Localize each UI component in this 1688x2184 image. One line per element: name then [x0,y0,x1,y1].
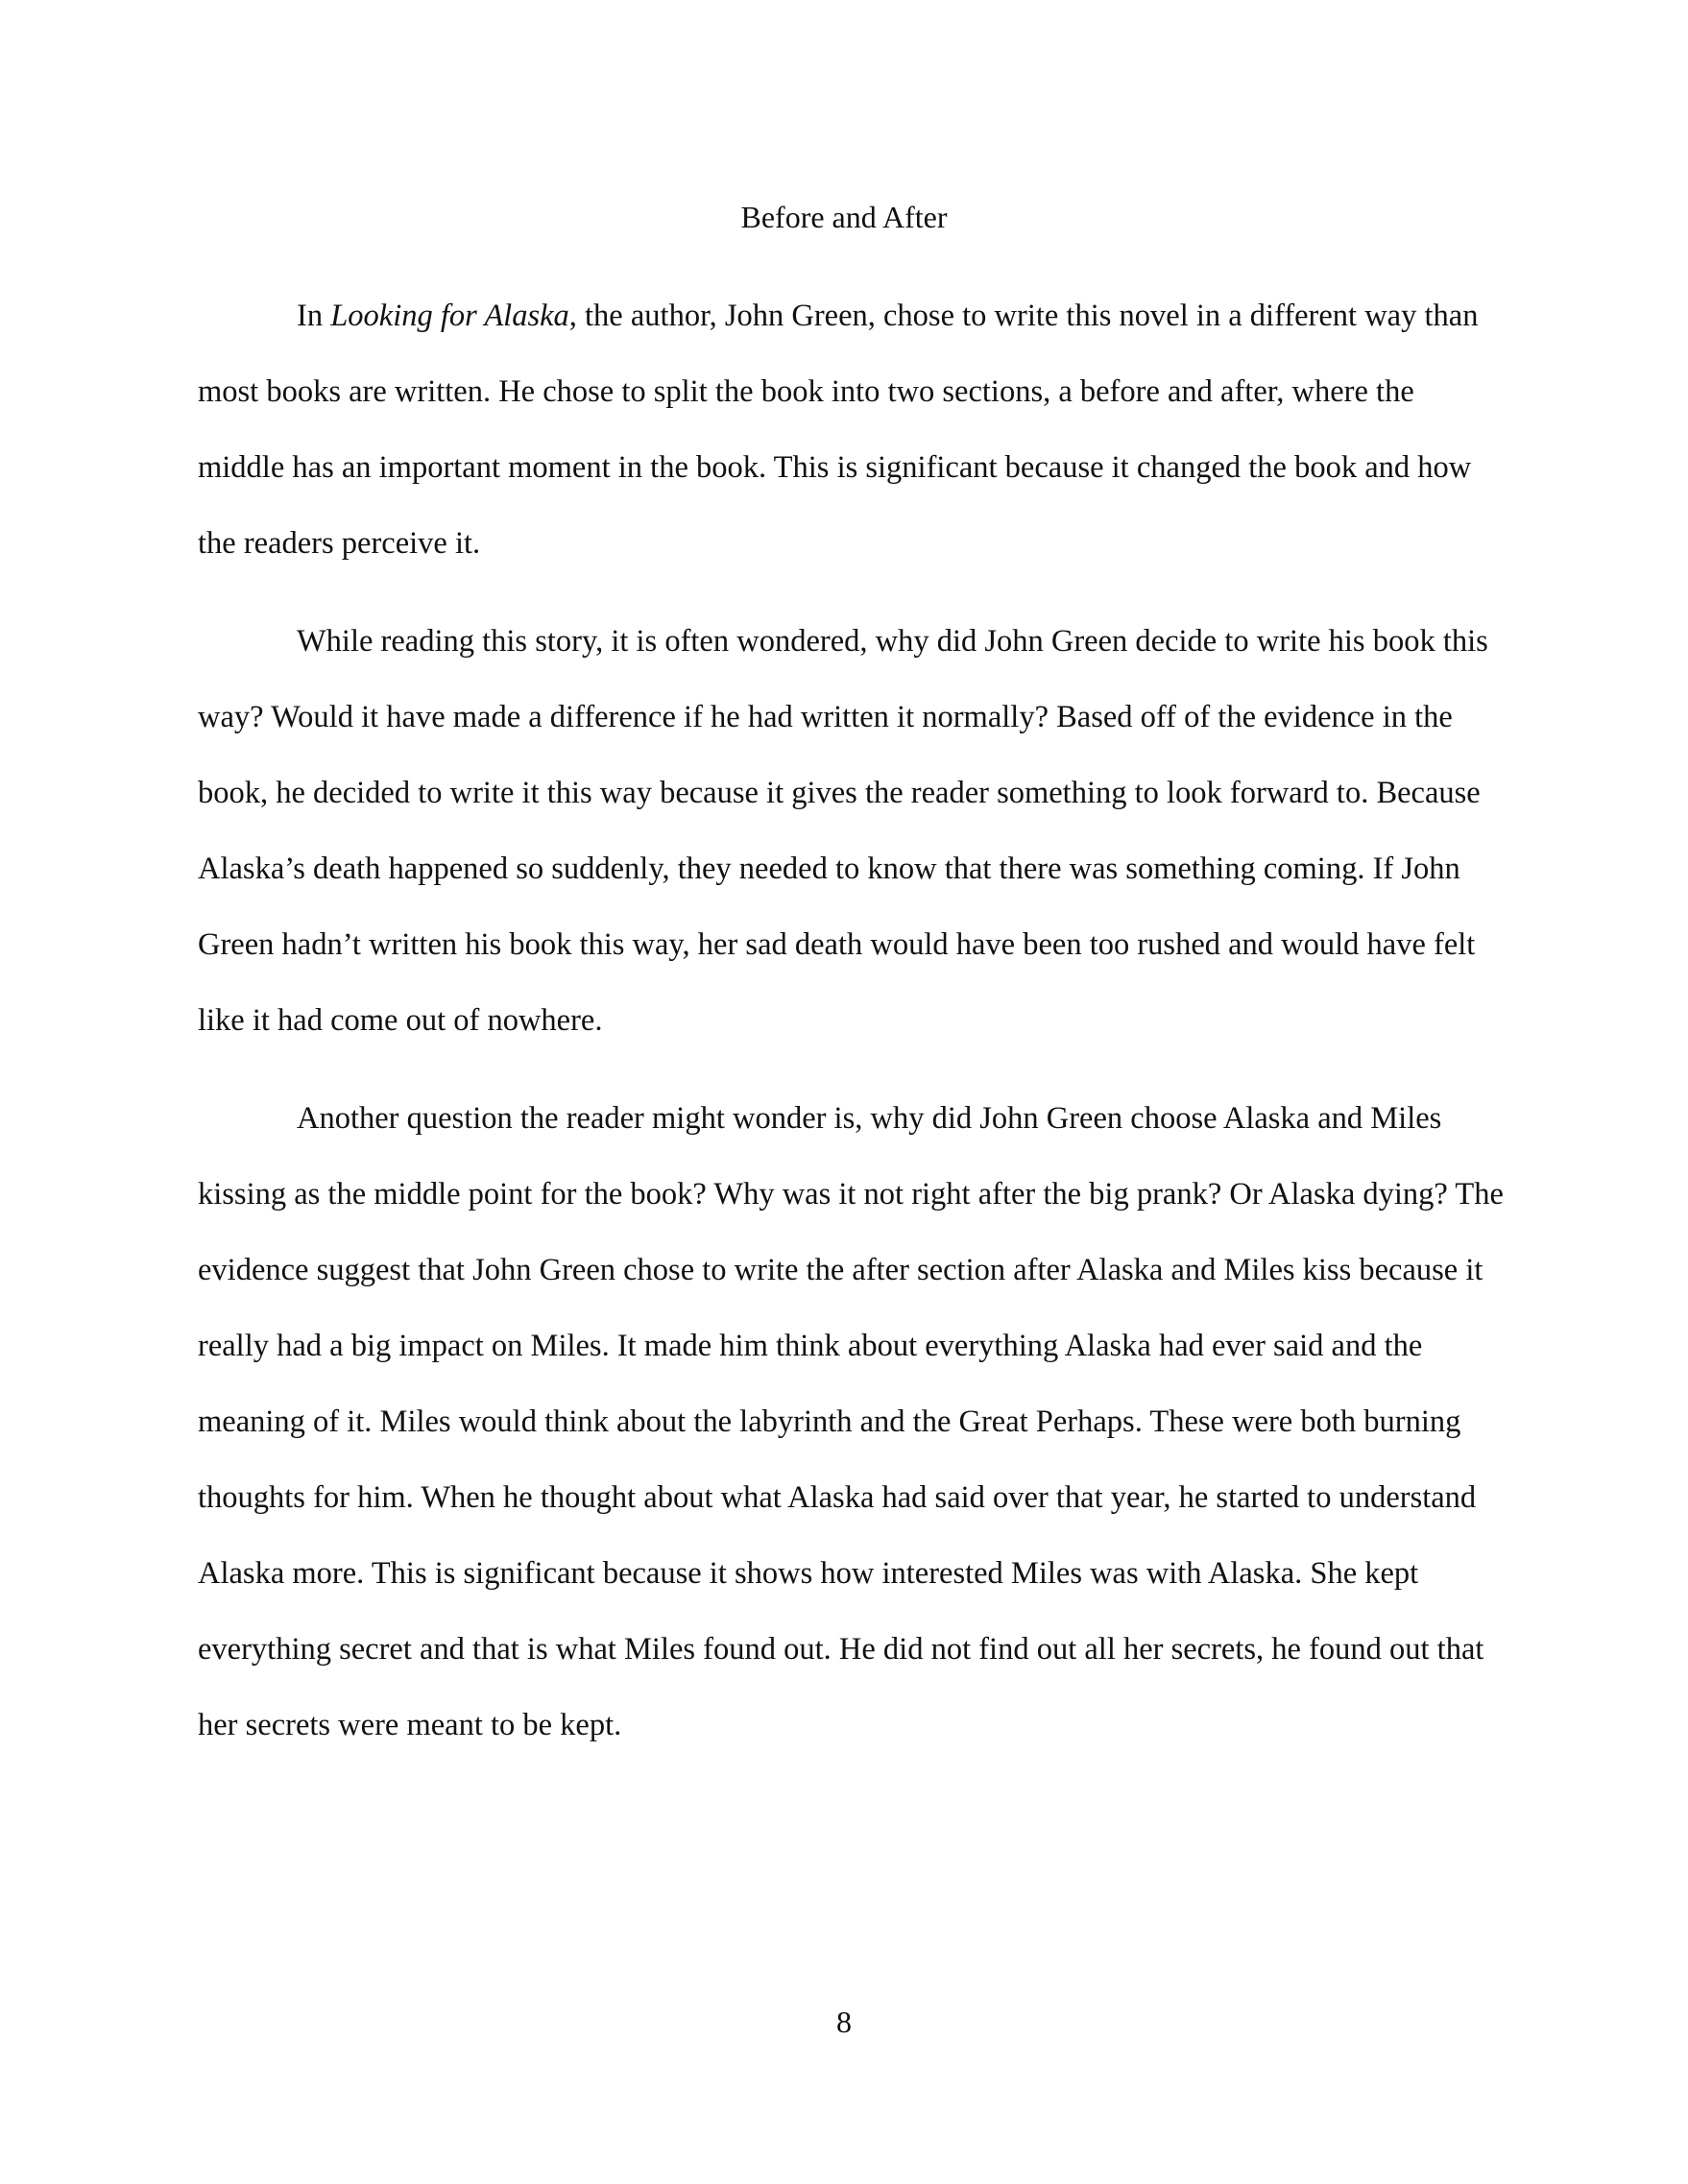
page-number: 8 [836,2004,852,2039]
document-body [198,278,1507,1786]
paragraph-1-text: , the author, John Green, chose to write this novel in a different way than most books are written. He chose to split the book into two sections, a before and after, where the middle has an important moment in the book. This is significant because it changed the book and how the readers perceive it. [198,299,1479,561]
paragraph-1 [198,278,1507,582]
paragraph-1-lead: In [297,299,331,333]
paragraph-3: Another question the reader might wonder is, why did John Green choose Alaska and Miles kissing as the middle point for the book? Why was it not right after the big prank? Or Alaska dying? The evidence suggest that John Green chose to write the after section after Alaska and Miles kiss because it really had a big impact on Miles. It made him think about everything Alaska had ever said and the meaning of it. Miles would think about the labyrinth and the Great Perhaps. These were both burning thoughts for him. When he thought about what Alaska had said over that year, he started to understand Alaska more. This is significant because it shows how interested Miles was with Alaska. She kept everything secret and that is what Miles found out. He did not find out all her secrets, he found out that her secrets were meant to be kept. [198,1101,1504,1742]
paragraph-2: While reading this story, it is often wondered, why did John Green decide to write his book this way? Would it have made a difference if he had written it normally? Based off of the evidence in the book, he decided to write it this way because it gives the reader something to look forward to. Because Alaska’s death happened so suddenly, they needed to know that there was something coming. If John Green hadn’t written his book this way, her sad death would have been too rushed and would have felt like it had come out of nowhere. [198,624,1488,1038]
book-title: Looking for Alaska [330,299,569,333]
page-title: Before and After [740,200,948,234]
